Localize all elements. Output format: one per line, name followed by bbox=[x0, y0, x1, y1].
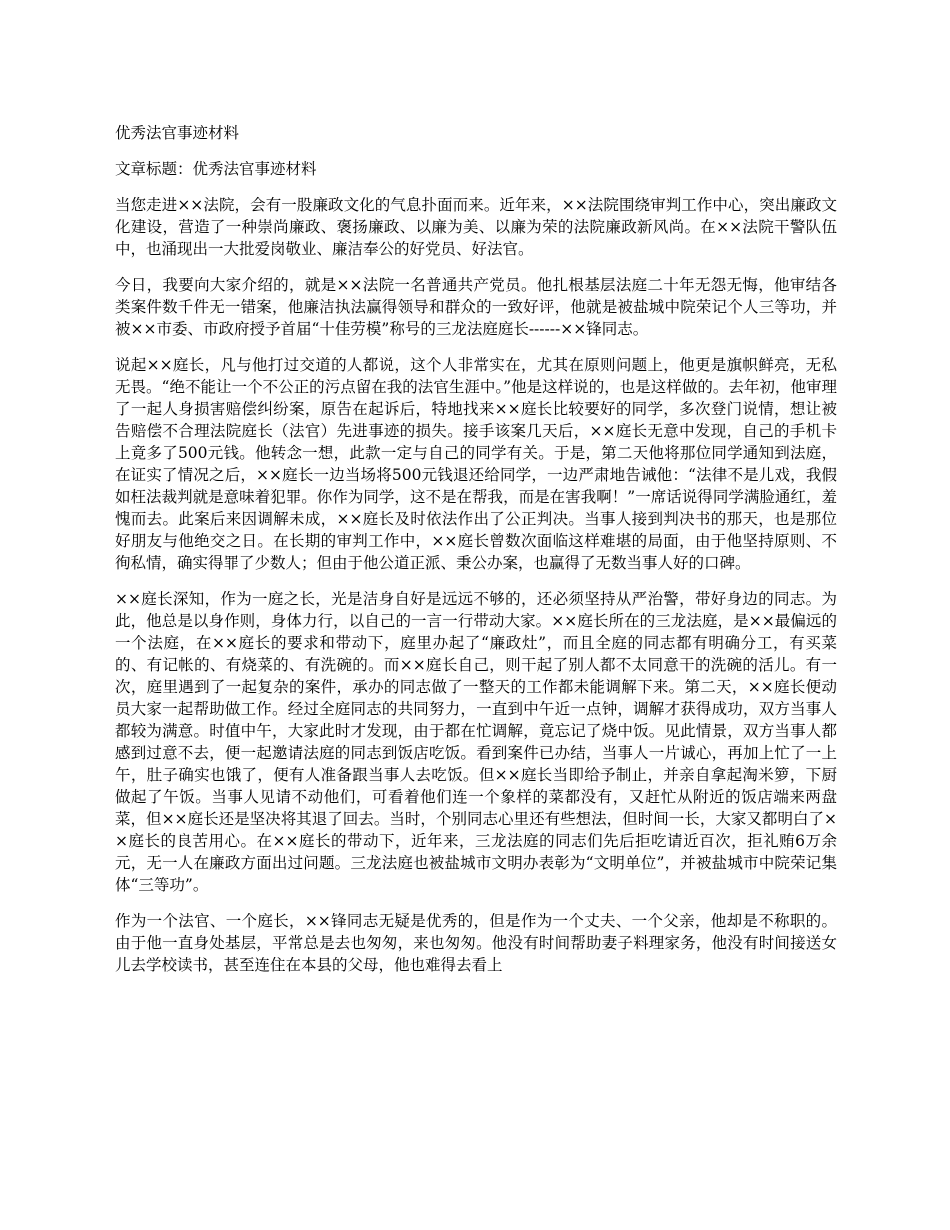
paragraph-leadership-story: ××庭长深知，作为一庭之长，光是洁身自好是远远不够的，还必须坚持从严治警，带好身边的同志。为此，他总是以身作则，身体力行，以自己的一言一行带动大家。××庭长所在的三龙法庭，是××最偏远的一个法庭，在××庭长的要求和带动下，庭里办起了“廉政灶”，而且全庭的同志都有明确分工，有买菜的、有记帐的、有烧菜的、有洗碗的。而××庭长自己，则干起了别人都不太同意干的洗碗的活儿。有一次，庭里遇到了一起复杂的案件，承办的同志做了一整天的工作都未能调解下来。第二天，××庭长便动员大家一起帮助做工作。经过全庭同志的共同努力，一直到中午近一点钟，调解才获得成功，双方当事人都较为满意。时值中午，大家此时才发现，由于都在忙调解，竟忘记了烧中饭。见此情景，双方当事人都感到过意不去，便一起邀请法庭的同志到饭店吃饭。看到案件已办结，当事人一片诚心，再加上忙了一上午，肚子确实也饿了，便有人准备跟当事人去吃饭。但××庭长当即给予制止，并亲自拿起淘米箩，下厨做起了午饭。当事人见请不动他们，可看着他们连一个象样的菜都没有，又赶忙从附近的饭店端来两盘菜，但××庭长还是坚决将其退了回去。当时，个别同志心里还有些想法，但时间一长，大家又都明白了××庭长的良苦用心。在××庭长的带动下，近年来，三龙法庭的同志们先后拒吃请近百次，拒礼贿6万余元，无一人在廉政方面出过问题。三龙法庭也被盐城市文明办表彰为“文明单位”，并被盐城市中院荣记集体“三等功”。 bbox=[115, 590, 837, 894]
paragraph-intro: 当您走进××法院，会有一股廉政文化的气息扑面而来。近年来，××法院围绕审判工作中心，突出廉政文化建设，营造了一种崇尚廉政、褒扬廉政、以廉为美、以廉为荣的法院廉政新风尚。在××法院干警队伍中，也涌现出一大批爱岗敬业、廉洁奉公的好党员、好法官。 bbox=[115, 196, 837, 258]
article-title: 文章标题：优秀法官事迹材料 bbox=[115, 160, 317, 178]
paragraph-principle-story: 说起××庭长，凡与他打过交道的人都说，这个人非常实在，尤其在原则问题上，他更是旗帜鲜亮，无私无畏。“绝不能让一个不公正的污点留在我的法官生涯中。”他是这样说的，也是这样做的。去年初，他审理了一起人身损害赔偿纠纷案，原告在起诉后，特地找来××庭长比较要好的同学，多次登门说情，想让被告赔偿不合理法院庭长（法官）先进事迹的损失。接手该案几天后，××庭长无意中发现，自己的手机卡上竟多了500元钱。他转念一想，此款一定与自己的同学有关。于是，第二天他将那位同学通知到法庭，在证实了情况之后，××庭长一边当场将500元钱退还给同学，一边严肃地告诫他：“法律不是儿戏，我假如枉法裁判就是意味着犯罪。你作为同学，这不是在帮我，而是在害我啊！”一席话说得同学满脸通红，羞愧而去。此案后来因调解未成，××庭长及时依法作出了公正判决。当事人接到判决书的那天，也是那位好朋友与他绝交之日。在长期的审判工作中，××庭长曾数次面临这样难堪的局面，由于他坚持原则、不徇私情，确实得罪了少数人；但由于他公道正派、秉公办案，也赢得了无数当事人好的口碑。 bbox=[115, 356, 837, 572]
document-body bbox=[115, 122, 837, 990]
paragraph-family: 作为一个法官、一个庭长，××锋同志无疑是优秀的，但是作为一个丈夫、一个父亲，他却是不称职的。由于他一直身处基层，平常总是去也匆匆，来也匆匆。他没有时间帮助妻子料理家务，他没有时间接送女儿去学校读书，甚至连住在本县的父母，他也难得去看上 bbox=[115, 912, 837, 974]
paragraph-introduction-person: 今日，我要向大家介绍的，就是××法院一名普通共产党员。他扎根基层法庭二十年无怨无悔，他审结各类案件数千件无一错案，他廉洁执法赢得领导和群众的一致好评，他就是被盐城中院荣记个人三等功，并被××市委、市政府授予首届“十佳劳模”称号的三龙法庭庭长------××锋同志。 bbox=[115, 276, 837, 338]
document-heading: 优秀法官事迹材料 bbox=[115, 124, 240, 142]
